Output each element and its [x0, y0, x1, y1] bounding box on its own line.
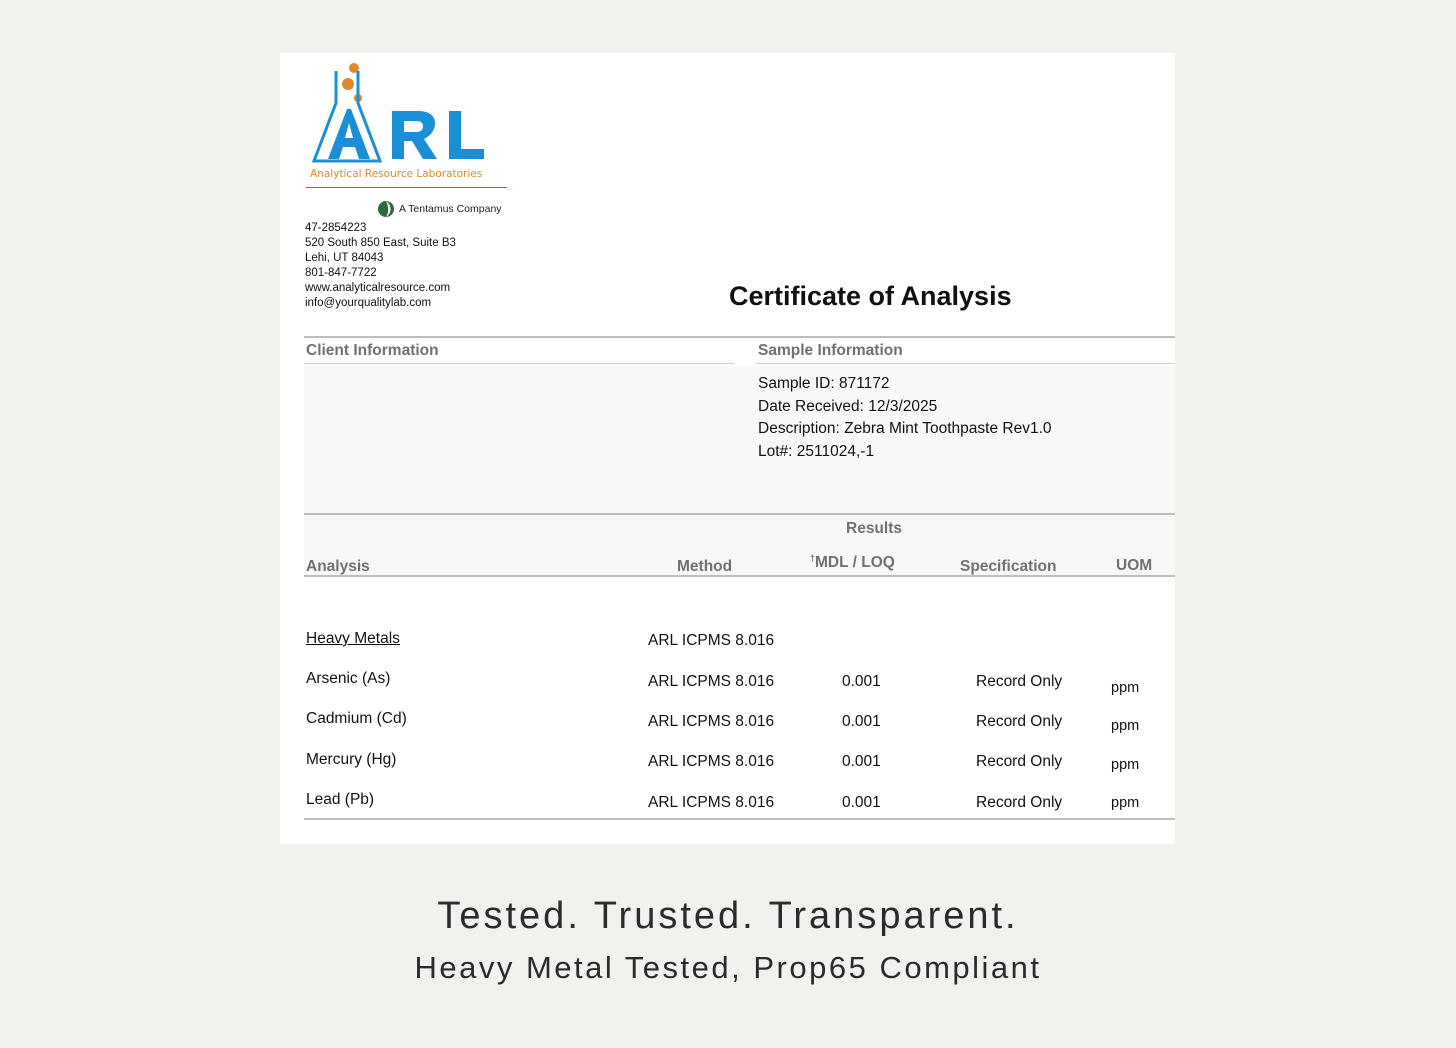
- row-method: ARL ICPMS 8.016: [648, 713, 775, 730]
- row-specification: Record Only: [976, 794, 1063, 811]
- results-divider: [304, 513, 1175, 515]
- client-info-area: [304, 366, 734, 513]
- parent-company-name: A Tentamus Company: [399, 203, 502, 215]
- compliance-subline: Heavy Metal Tested, Prop65 Compliant: [414, 950, 1042, 985]
- sample-details: [758, 373, 1052, 463]
- row-mdl: 0.001: [842, 673, 881, 690]
- sample-description: Description: Zebra Mint Toothpaste Rev1.0: [758, 420, 1052, 437]
- logo-divider: [306, 187, 507, 188]
- row-uom: ppm: [1111, 795, 1140, 811]
- section-divider-top: [304, 336, 1175, 338]
- row-specification: Record Only: [976, 673, 1063, 690]
- document-title: Certificate of Analysis: [729, 281, 1012, 311]
- row-method: ARL ICPMS 8.016: [648, 794, 775, 811]
- lot-number: Lot#: 2511024,-1: [758, 442, 875, 460]
- street-address: 520 South 850 East, Suite B3: [305, 237, 456, 249]
- row-specification: Record Only: [976, 753, 1063, 770]
- website-link[interactable]: www.analyticalresource.com: [305, 282, 451, 294]
- email-link[interactable]: info@yourqualitylab.com: [305, 297, 432, 309]
- col-mdl-loq: [810, 553, 895, 572]
- row-analysis: Mercury (Hg): [306, 751, 397, 768]
- client-info-heading: Client Information: [306, 342, 439, 359]
- city-state-zip: Lehi, UT 84043: [305, 252, 384, 264]
- col-mdl-loq-label: MDL / LOQ: [815, 554, 895, 572]
- row-analysis: Arsenic (As): [306, 670, 391, 687]
- client-header-rule: [304, 363, 734, 364]
- row-analysis: Lead (Pb): [306, 791, 375, 808]
- row-method: ARL ICPMS 8.016: [648, 753, 775, 770]
- category-method: ARL ICPMS 8.016: [648, 632, 775, 649]
- col-method: Method: [677, 558, 733, 575]
- row-uom: ppm: [1111, 718, 1140, 734]
- phone-number: 801-847-7722: [305, 267, 377, 279]
- tax-id: 47-2854223: [305, 222, 367, 234]
- sample-info-heading: Sample Information: [758, 342, 903, 359]
- row-specification: Record Only: [976, 713, 1063, 730]
- col-specification: Specification: [960, 558, 1057, 575]
- tentamus-leaf-icon: [376, 199, 396, 219]
- date-received: Date Received: 12/3/2025: [758, 397, 938, 415]
- row-uom: ppm: [1111, 757, 1140, 773]
- arl-logo: [306, 61, 511, 191]
- sample-id: Sample ID: 871172: [758, 375, 890, 392]
- row-uom: ppm: [1111, 680, 1140, 696]
- row-mdl: 0.001: [842, 794, 881, 811]
- tagline: Tested. Trusted. Transparent.: [437, 895, 1019, 937]
- row-method: ARL ICPMS 8.016: [648, 673, 775, 690]
- category-heavy-metals: Heavy Metals: [306, 630, 400, 647]
- lab-address: [305, 221, 456, 311]
- row-analysis: Cadmium (Cd): [306, 710, 407, 727]
- parent-company: [376, 199, 502, 219]
- results-header-rule: [304, 575, 1175, 577]
- sample-header-rule: [756, 363, 1175, 364]
- mdl-dagger: †: [810, 553, 816, 563]
- results-group-label: Results: [846, 520, 902, 537]
- col-uom: UOM: [1116, 557, 1153, 574]
- row-mdl: 0.001: [842, 713, 881, 730]
- certificate-document: [280, 53, 1175, 844]
- row-mdl: 0.001: [842, 753, 881, 770]
- logo-subtitle: Analytical Resource Laboratories: [310, 168, 483, 180]
- col-analysis: Analysis: [306, 558, 370, 575]
- table-bottom-rule: [304, 818, 1175, 820]
